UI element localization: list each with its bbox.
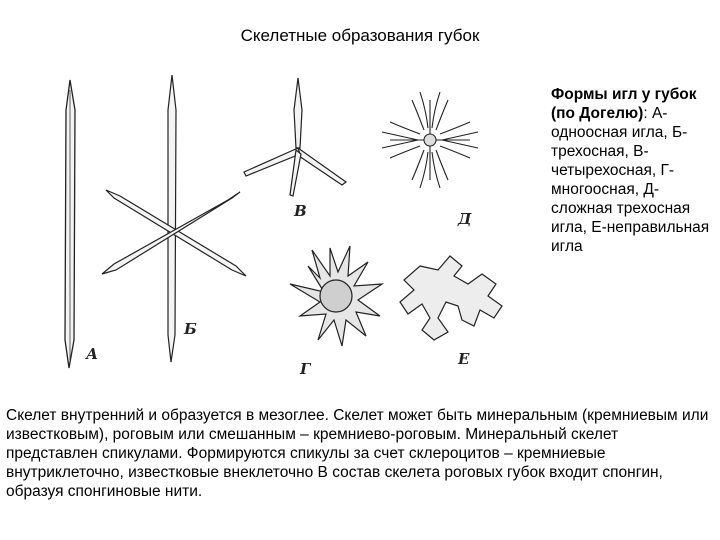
spicule-d-complex: [382, 92, 478, 188]
spicule-e-irregular: [400, 256, 502, 340]
slide-title: Скелетные образования губок: [240, 26, 480, 45]
label-e: Е: [458, 350, 470, 368]
figure-caption: [551, 85, 711, 256]
label-g: Г: [300, 360, 311, 378]
spicule-v-tetraxon: [244, 78, 346, 196]
spicule-g-polyaxon: [290, 246, 382, 346]
caption-heading: Формы игл у губок (по Догелю): [551, 86, 697, 122]
label-d: Д: [458, 210, 472, 228]
spicule-figure: [50, 70, 540, 400]
caption-text: : А-одноосная игла, Б-трехосная, В-четырехосная, Г-многоосная, Д-сложная трехосная игла, Е-неправильная игла: [551, 105, 710, 255]
body-paragraph: Скелет внутренний и образуется в мезоглее. Скелет может быть минеральным (кремниевым или известковым), роговым или смешанным – кремниево-роговым. Минеральный скелет представлен спикулами. Формируются спикулы за счет склероцитов – кремниевые внутриклеточно, известковые внеклеточно В состав скелета роговых губок входит спонгин, образуя спонгиновые нити.: [6, 407, 709, 500]
spicule-b-triaxon: [102, 75, 246, 362]
label-b: Б: [184, 320, 197, 338]
label-v: В: [294, 202, 307, 220]
label-a: А: [86, 345, 99, 363]
spicule-a-monaxon: [65, 80, 75, 368]
